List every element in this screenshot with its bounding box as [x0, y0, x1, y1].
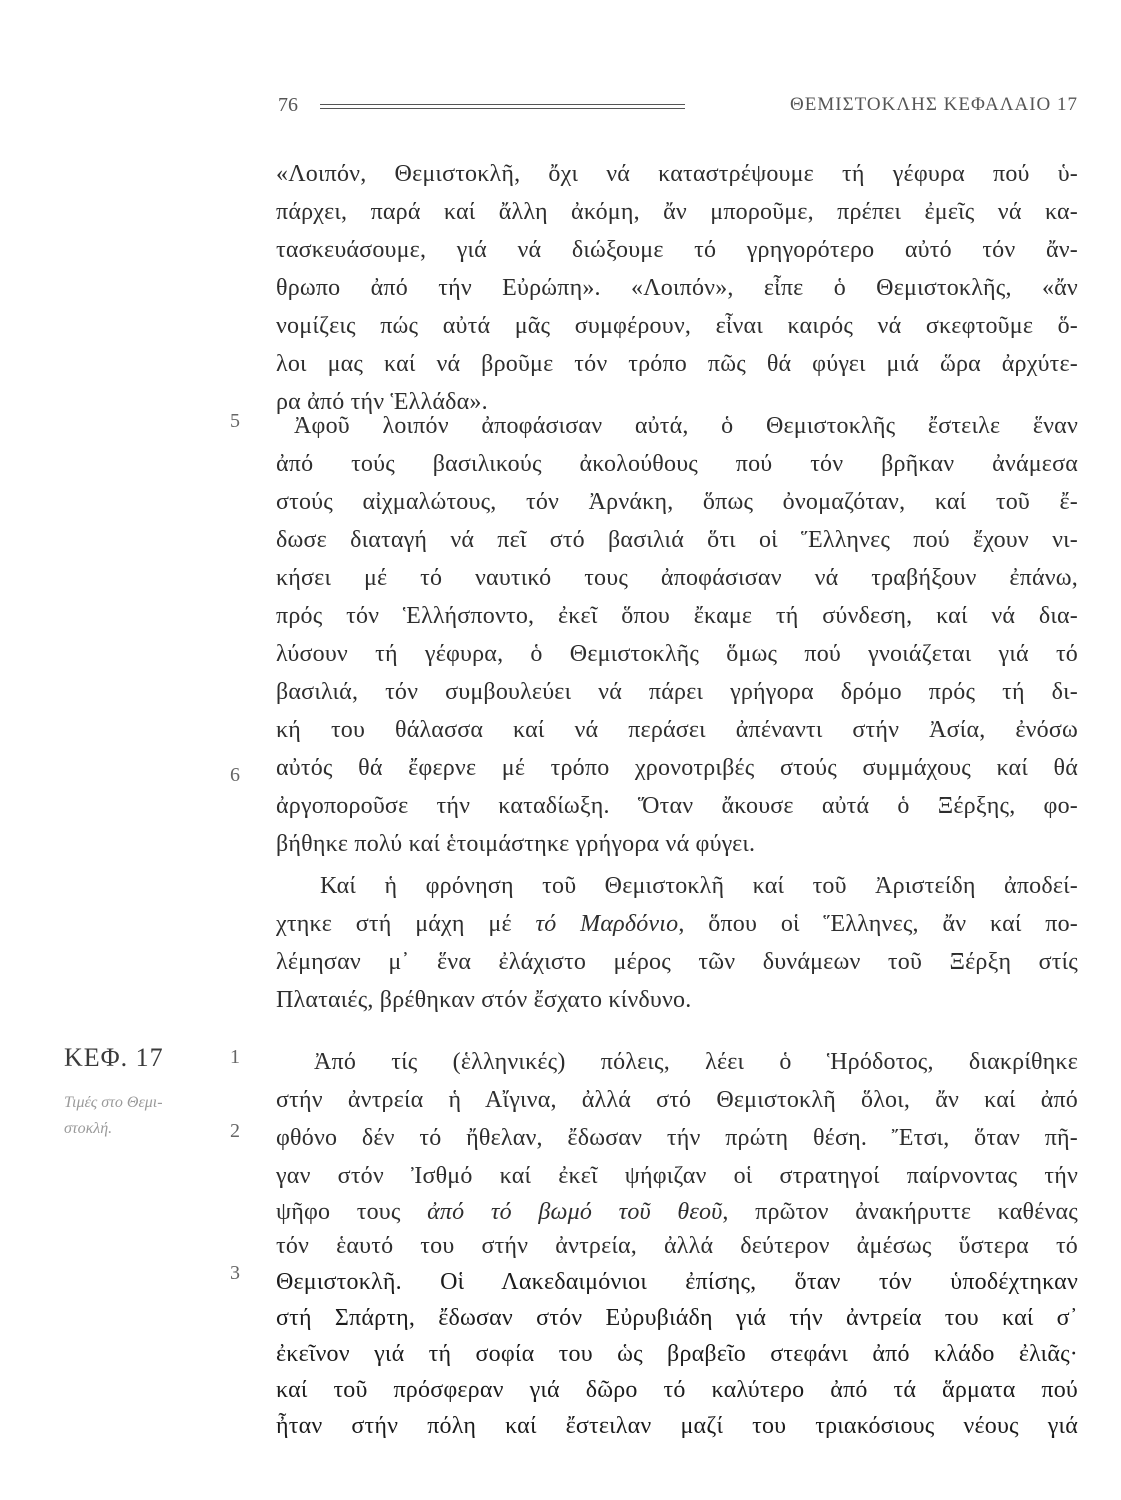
text-line: «Λοιπόν, Θεμιστοκλῆ, ὄχι νά καταστρέψουμε τή γέφυρα πού ὑ-	[276, 161, 1078, 187]
text-line: τασκευάσουμε, γιά νά διώξουμε τό γρηγορότερο αὐτό τόν ἄν-	[276, 237, 1078, 263]
text-line: Ἀφοῦ λοιπόν ἀποφάσισαν αὐτά, ὁ Θεμιστοκλῆς ἔστειλε ἕναν	[294, 413, 1078, 439]
text-line: Θεμιστοκλῆ. Οἱ Λακεδαιμόνιοι ἐπίσης, ὅταν τόν ὑποδέχτηκαν	[276, 1269, 1078, 1295]
text-line: λοι μας καί νά βροῦμε τόν τρόπο πῶς θά φύγει μιά ὥρα ἀρχύτε-	[276, 351, 1078, 377]
text-line: αὐτός θά ἔφερνε μέ τρόπο χρονοτριβές στούς συμμάχους καί θά	[276, 755, 1078, 781]
text-line: τόν ἑαυτό του στήν ἀντρεία, ἀλλά δεύτερον ἀμέσως ὕστερα τό	[276, 1233, 1078, 1259]
text-line: στή Σπάρτη, ἔδωσαν στόν Εὐρυβιάδη γιά τήν ἀντρεία του καί σ᾽	[276, 1305, 1078, 1331]
text-line: ἐκεῖνον γιά τή σοφία του ὡς βραβεῖο στεφάνι ἀπό κλάδο ἐλιᾶς·	[276, 1341, 1078, 1367]
text-line: Ἀπό τίς (ἑλληνικές) πόλεις, λέει ὁ Ἡρόδοτος, διακρίθηκε	[314, 1049, 1078, 1075]
text-line	[276, 1196, 1078, 1228]
text-line: στήν ἀντρεία ἡ Αἴγινα, ἀλλά στό Θεμιστοκλῆ ὅλοι, ἄν καί ἀπό	[276, 1087, 1078, 1113]
text-segment: ψῆφο τους	[276, 1199, 428, 1225]
text-segment: , ὅπου οἱ Ἕλληνες, ἄν καί πο-	[678, 911, 1078, 937]
text-line: πρός τόν Ἑλλήσποντο, ἐκεῖ ὅπου ἔκαμε τή σύνδεση, καί νά δια-	[276, 603, 1078, 629]
margin-number: 6	[230, 764, 240, 786]
side-note-line: στοκλή.	[64, 1120, 113, 1137]
text-line: ἦταν στήν πόλη καί ἔστειλαν μαζί του τριακόσιους νέους γιά	[276, 1413, 1078, 1439]
text-segment-italic: τό Μαρδόνιο	[535, 911, 679, 937]
text-line: στούς αἰχμαλώτους, τόν Ἀρνάκη, ὅπως ὀνομαζόταν, καί τοῦ ἔ-	[276, 489, 1078, 515]
page-number: 76	[278, 94, 298, 116]
text-segment-italic: ἀπό τό βωμό τοῦ θεοῦ	[427, 1199, 723, 1225]
text-line: βασιλιά, τόν συμβουλεύει νά πάρει γρήγορα δρόμο πρός τή δι-	[276, 679, 1078, 705]
text-line: Πλαταιές, βρέθηκαν στόν ἔσχατο κίνδυνο.	[276, 987, 692, 1013]
side-note-line: Τιμές στο Θεμι-	[64, 1094, 163, 1111]
text-line: καί τοῦ πρόσφεραν γιά δῶρο τό καλύτερο ἀπό τά ἅρματα πού	[276, 1377, 1078, 1403]
text-line: κήσει μέ τό ναυτικό τους ἀποφάσισαν νά τραβήξουν ἐπάνω,	[276, 565, 1078, 591]
text-line: ἀργοποροῦσε τήν καταδίωξη. Ὅταν ἄκουσε αὐτά ὁ Ξέρξης, φο-	[276, 793, 1078, 819]
running-header	[278, 94, 1078, 124]
text-line: λύσουν τή γέφυρα, ὁ Θεμιστοκλῆς ὅμως πού γνοιάζεται γιά τό	[276, 641, 1078, 667]
running-title: ΘΕΜΙΣΤΟΚΛΗΣ ΚΕΦΑΛΑΙΟ 17	[790, 94, 1078, 115]
text-segment: , πρῶτον ἀνακήρυττε καθένας	[722, 1199, 1078, 1225]
text-segment: χτηκε στή μάχη μέ	[276, 911, 536, 937]
chapter-side-note	[64, 1090, 214, 1142]
header-double-rule	[320, 104, 685, 109]
chapter-label: ΚΕΦ. 17	[64, 1043, 164, 1072]
text-line: ἀπό τούς βασιλικούς ἀκολούθους πού τόν βρῆκαν ἀνάμεσα	[276, 451, 1078, 477]
text-line: πάρχει, παρά καί ἄλλη ἀκόμη, ἄν μποροῦμε, πρέπει ἐμεῖς νά κα-	[276, 199, 1078, 225]
text-line: φθόνο δέν τό ἤθελαν, ἔδωσαν τήν πρώτη θέση. Ἔτσι, ὅταν πῆ-	[276, 1125, 1078, 1151]
text-line: γαν στόν Ἰσθμό καί ἐκεῖ ψήφιζαν οἱ στρατηγοί παίρνοντας τήν	[276, 1163, 1078, 1189]
text-line: ρα ἀπό τήν Ἑλλάδα».	[276, 389, 488, 415]
margin-number: 5	[230, 410, 240, 432]
text-line: θρωπο ἀπό τήν Εὐρώπη». «Λοιπόν», εἶπε ὁ Θεμιστοκλῆς, «ἄν	[276, 275, 1078, 301]
text-line: βήθηκε πολύ καί ἑτοιμάστηκε γρήγορα νά φύγει.	[276, 831, 756, 857]
margin-number: 2	[230, 1120, 240, 1142]
text-line: δωσε διαταγή νά πεῖ στό βασιλιά ὅτι οἱ Ἕλληνες πού ἔχουν νι-	[276, 527, 1078, 553]
margin-number: 3	[230, 1262, 240, 1284]
text-line: κή του θάλασσα καί νά περάσει ἀπέναντι στήν Ἀσία, ἐνόσω	[276, 717, 1078, 743]
text-line: νομίζεις πώς αὐτά μᾶς συμφέρουν, εἶναι καιρός νά σκεφτοῦμε ὅ-	[276, 313, 1078, 339]
text-line: λέμησαν μ᾽ ἕνα ἐλάχιστο μέρος τῶν δυνάμεων τοῦ Ξέρξη στίς	[276, 949, 1078, 975]
text-line	[276, 908, 1078, 940]
text-line: Καί ἡ φρόνηση τοῦ Θεμιστοκλῆ καί τοῦ Ἀριστείδη ἀποδεί-	[320, 873, 1078, 899]
margin-number: 1	[230, 1046, 240, 1068]
